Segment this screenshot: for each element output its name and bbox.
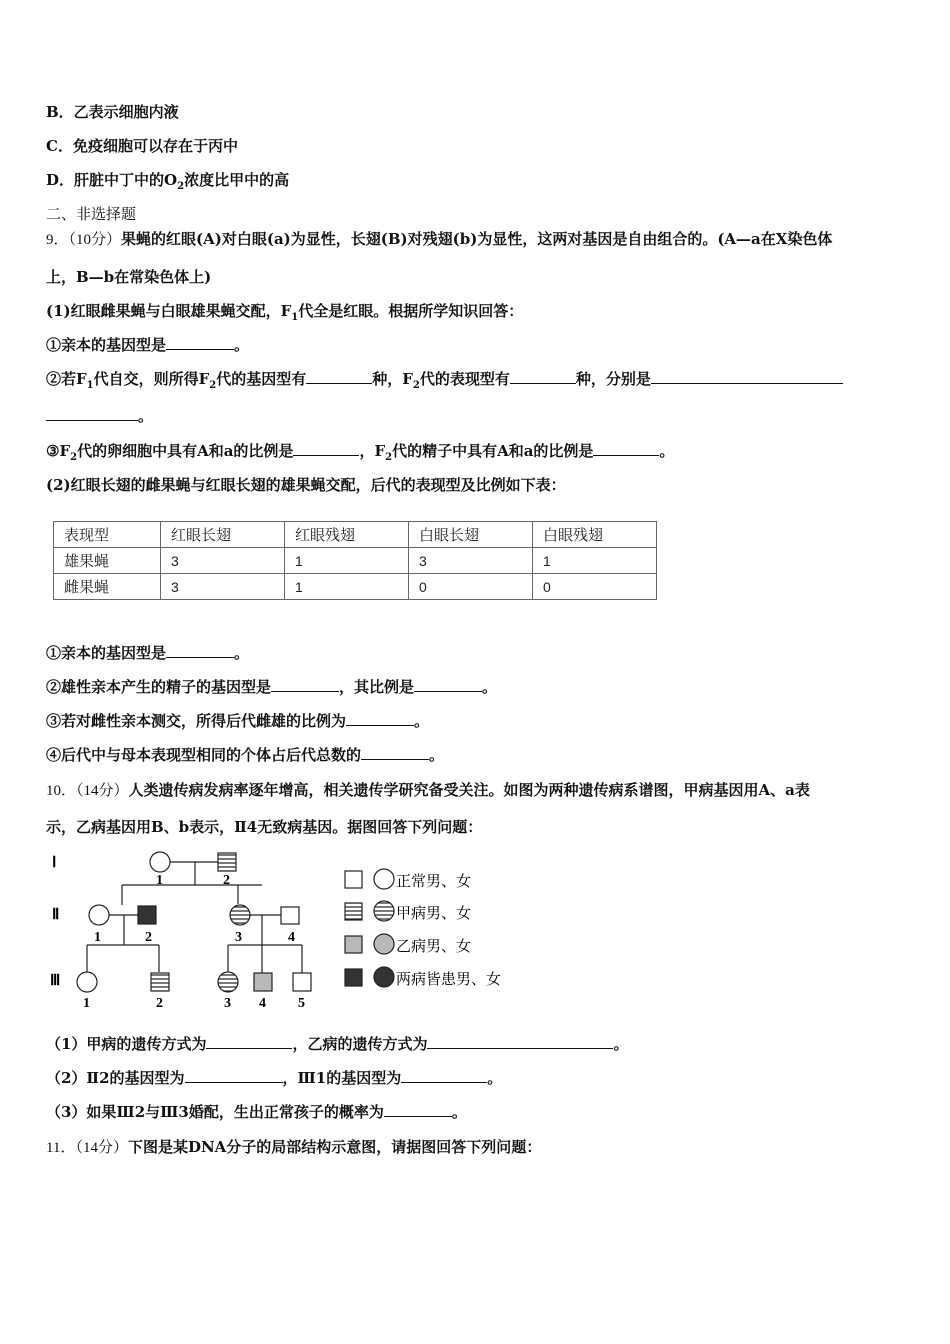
legend-normal-female <box>374 869 394 889</box>
period: 。 <box>659 442 675 460</box>
individual-number: 5 <box>298 996 305 1011</box>
q9-sub2-f: 种，分别是 <box>575 370 651 388</box>
q9-sub3-a: ③F <box>46 442 71 460</box>
q10-sub2 <box>46 1068 502 1088</box>
q9-sub5 <box>46 677 497 697</box>
individual-III4 <box>254 973 272 991</box>
table-cell: 雄果蝇 <box>54 548 161 574</box>
q9-sub2 <box>46 369 843 396</box>
period: 。 <box>234 644 250 662</box>
period: 。 <box>613 1035 629 1053</box>
legend-both-male <box>345 969 362 986</box>
q9-part2-text: (2)红眼长翅的雌果蝇与红眼长翅的雄果蝇交配，后代的表现型及比例如下表： <box>46 476 566 494</box>
q10-sub1-b: ，乙病的遗传方式为 <box>292 1035 428 1053</box>
generation-label: Ⅰ <box>52 855 57 871</box>
pedigree-legend <box>345 869 501 988</box>
period: 。 <box>414 712 430 730</box>
q9-sub3-sub1: 2 <box>70 452 78 463</box>
period: 。 <box>487 1069 503 1087</box>
table-cell: 1 <box>533 548 657 574</box>
table-header-cell: 白眼残翅 <box>533 522 657 548</box>
legend-b-female <box>374 934 394 954</box>
q9-sub2-sub2: 2 <box>209 380 217 391</box>
answer-blank[interactable] <box>346 711 414 726</box>
individual-I2 <box>218 853 236 871</box>
q10-sub1 <box>46 1034 628 1054</box>
q10-stem-1 <box>46 780 810 801</box>
table-cell: 1 <box>285 548 409 574</box>
individual-number: 1 <box>94 930 101 945</box>
q11-stem-text: 下图是某DNA分子的局部结构示意图，请据图回答下列问题： <box>127 1138 542 1156</box>
option-d-post: 浓度比甲中的高 <box>184 171 290 189</box>
answer-blank[interactable] <box>206 1034 292 1049</box>
q9-sub1-text: ①亲本的基因型是 <box>46 336 167 354</box>
period: 。 <box>482 678 498 696</box>
individual-I1 <box>150 852 170 872</box>
individual-II4 <box>281 907 299 924</box>
phenotype-table <box>53 521 657 600</box>
table-header-cell: 表现型 <box>54 522 161 548</box>
q9-sub1 <box>46 335 249 355</box>
q10-sub3-text: （3）如果Ⅲ2与Ⅲ3婚配，生出正常孩子的概率为 <box>46 1103 384 1121</box>
individual-II2 <box>138 906 156 924</box>
answer-blank[interactable] <box>166 335 234 350</box>
q10-sub1-a: （1）甲病的遗传方式为 <box>46 1035 207 1053</box>
q9-sub6 <box>46 711 429 731</box>
generation-label: Ⅲ <box>50 973 61 989</box>
table-cell: 雌果蝇 <box>54 574 161 600</box>
q9-sub5-a: ②雄性亲本产生的精子的基因型是 <box>46 678 272 696</box>
q10-sub3 <box>46 1102 467 1122</box>
table-header-cell: 白眼长翅 <box>409 522 533 548</box>
individual-III3 <box>218 972 238 992</box>
option-d <box>46 170 289 197</box>
q9-sub2-sub1: 1 <box>86 380 94 391</box>
answer-blank[interactable] <box>384 1102 452 1117</box>
table-cell: 1 <box>285 574 409 600</box>
answer-blank[interactable] <box>361 745 429 760</box>
individual-number: 3 <box>235 930 242 945</box>
q10-number: 10．（14分） <box>46 783 129 799</box>
q9-sub3-b: 代的卵细胞中具有A和a的比例是 <box>77 442 294 460</box>
q9-sub3-sub2: 2 <box>385 452 393 463</box>
q9-sub7-text: ④后代中与母本表现型相同的个体占后代总数的 <box>46 746 362 764</box>
individual-II1 <box>89 905 109 925</box>
q9-part1-sub: 1 <box>291 312 299 323</box>
table-row <box>54 574 657 600</box>
individual-number: 2 <box>156 996 163 1011</box>
q9-stem-1 <box>46 229 832 250</box>
legend-label: 甲病男、女 <box>396 904 472 922</box>
q10-stem-text-a: 人类遗传病发病率逐年增高，相关遗传学研究备受关注。如图为两种遗传病系谱图，甲病基因用A、a表 <box>128 781 810 799</box>
pedigree-chart <box>40 845 520 1015</box>
individual-number: 2 <box>145 930 152 945</box>
option-c <box>46 136 238 156</box>
q9-number: 9．（10分） <box>46 232 122 248</box>
option-d-pre: D．肝脏中丁中的 <box>46 171 165 189</box>
table-cell: 0 <box>409 574 533 600</box>
q9-part2 <box>46 475 566 495</box>
individual-number: 2 <box>223 873 230 888</box>
table-header-row <box>54 522 657 548</box>
table-cell: 3 <box>409 548 533 574</box>
option-d-o: O <box>164 171 178 189</box>
q9-sub6-text: ③若对雌性亲本测交，所得后代雌雄的比例为 <box>46 712 347 730</box>
q10-sub2-b: ，Ⅲ1的基因型为 <box>282 1069 402 1087</box>
q9-sub2-c: 代的基因型有 <box>216 370 307 388</box>
answer-blank[interactable] <box>185 1068 283 1083</box>
period: 。 <box>429 746 445 764</box>
q9-sub3-d: 代的精子中具有A和a的比例是 <box>392 442 594 460</box>
option-b <box>46 102 179 122</box>
answer-blank[interactable] <box>46 406 138 421</box>
q9-part1 <box>46 301 523 328</box>
q9-sub2-sub3: 2 <box>412 380 420 391</box>
answer-blank[interactable] <box>293 441 359 456</box>
q11-stem <box>46 1137 541 1158</box>
q10-stem-text-b: 示，乙病基因用B、b表示，Ⅱ4无致病基因。据图回答下列问题： <box>46 818 483 836</box>
pedigree-lines <box>87 862 302 973</box>
legend-a-male <box>345 903 362 920</box>
individual-number: 3 <box>224 996 231 1011</box>
answer-blank[interactable] <box>651 369 843 384</box>
q9-part1-pre: (1)红眼雌果蝇与白眼雄果蝇交配，F <box>46 302 292 320</box>
individual-III2 <box>151 973 169 991</box>
table-header-cell: 红眼长翅 <box>161 522 285 548</box>
answer-blank[interactable] <box>593 441 659 456</box>
table-header-cell: 红眼残翅 <box>285 522 409 548</box>
legend-b-male <box>345 936 362 953</box>
legend-both-female <box>374 967 394 987</box>
individual-II3 <box>230 905 250 925</box>
table-row <box>54 548 657 574</box>
q10-sub2-a: （2）Ⅱ2的基因型为 <box>46 1069 185 1087</box>
generation-label: Ⅱ <box>52 907 60 923</box>
individual-number: 1 <box>83 996 90 1011</box>
q9-sub2-d: 种，F <box>372 370 413 388</box>
table-cell: 0 <box>533 574 657 600</box>
individual-number: 4 <box>259 996 266 1011</box>
option-c-text: C．免疫细胞可以存在于丙中 <box>46 137 238 155</box>
q9-sub3 <box>46 441 674 468</box>
period: 。 <box>234 336 250 354</box>
legend-label: 两病皆患男、女 <box>396 970 502 988</box>
q9-sub2-a: ②若F <box>46 370 87 388</box>
individual-III5 <box>293 973 311 991</box>
answer-blank[interactable] <box>414 677 482 692</box>
legend-label: 乙病男、女 <box>396 937 472 955</box>
option-d-sub: 2 <box>177 181 185 192</box>
legend-normal-male <box>345 871 362 888</box>
answer-blank[interactable] <box>427 1034 613 1049</box>
q9-part1-post: 代全是红眼。根据所学知识回答： <box>298 302 524 320</box>
q10-stem-2 <box>46 817 482 837</box>
individual-number: 4 <box>288 930 295 945</box>
table-cell: 3 <box>161 548 285 574</box>
section-title <box>46 204 136 224</box>
q9-stem-text-b: 上，B—b在常染色体上) <box>46 268 212 286</box>
period: 。 <box>138 407 154 425</box>
q11-number: 11．（14分） <box>46 1140 128 1156</box>
legend-a-female <box>374 901 394 921</box>
individual-number: 1 <box>156 873 163 888</box>
period: 。 <box>451 1103 467 1121</box>
answer-blank[interactable] <box>271 677 339 692</box>
table-cell: 3 <box>161 574 285 600</box>
q9-sub7 <box>46 745 444 765</box>
q9-stem-2 <box>46 267 211 287</box>
q9-sub4 <box>46 643 249 663</box>
q9-sub2-cont <box>46 406 153 426</box>
individual-III1 <box>77 972 97 992</box>
q9-sub4-text: ①亲本的基因型是 <box>46 644 167 662</box>
answer-blank[interactable] <box>306 369 372 384</box>
q9-sub2-e: 代的表现型有 <box>419 370 510 388</box>
q9-sub3-c: ，F <box>359 442 386 460</box>
legend-label: 正常男、女 <box>396 872 472 890</box>
q9-stem-text-a: 果蝇的红眼(A)对白眼(a)为显性，长翅(B)对残翅(b)为显性，这两对基因是自由组合的。(A—a在X染色体 <box>121 230 833 248</box>
section-title-text: 二、非选择题 <box>46 205 137 223</box>
option-b-text: B．乙表示细胞内液 <box>46 103 179 121</box>
q9-sub5-b: ，其比例是 <box>339 678 415 696</box>
q9-sub2-b: 代自交，则所得F <box>93 370 210 388</box>
answer-blank[interactable] <box>166 643 234 658</box>
answer-blank[interactable] <box>510 369 576 384</box>
answer-blank[interactable] <box>401 1068 487 1083</box>
